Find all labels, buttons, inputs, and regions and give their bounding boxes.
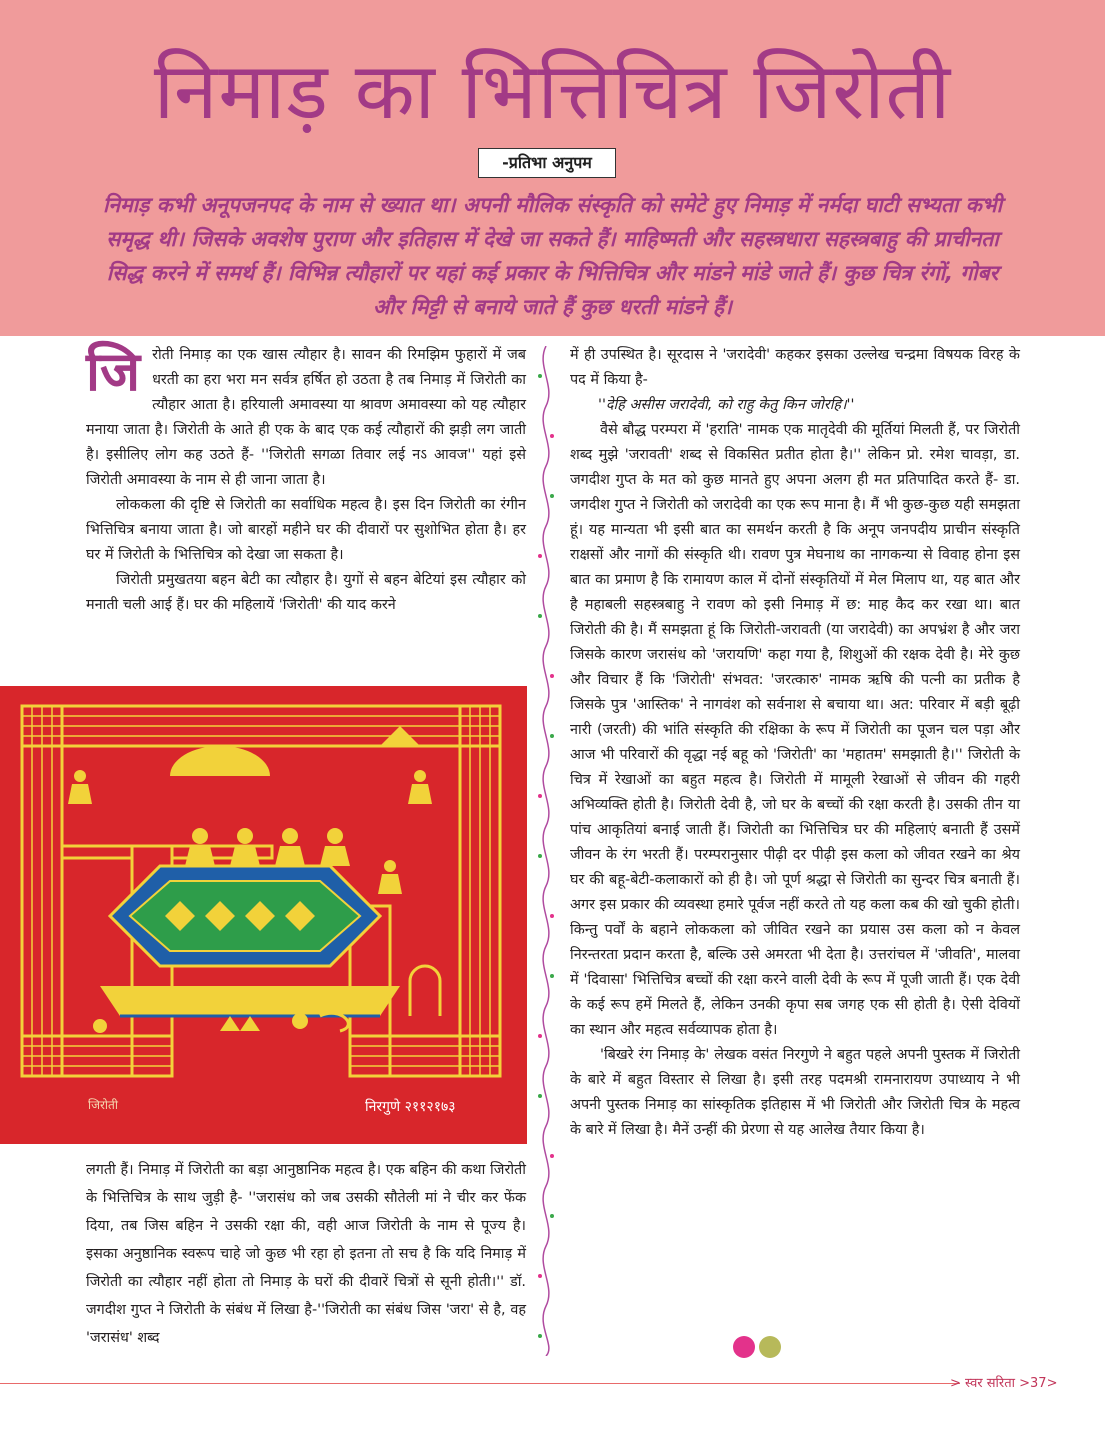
- header-banner: [0, 0, 1105, 336]
- article-intro: निमाड़ कभी अनूपजनपद के नाम से ख्यात था। अपनी मौलिक संस्कृति को समेटे हुए निमाड़ में नर्मदा घाटी सभ्यता कभी समृद्ध थी। जिसके अवशेष पुराण और इतिहास में देखे जा सकते हैं। माहिष्मती और सहस्त्रधारा सहस्त्रबाहु की प्राचीनता सिद्ध करने में समर्थ हैं। विभिन्न त्यौहारों पर यहां कई प्रकार के भित्तिचित्र और मांडने मांडे जाते हैं। कुछ चित्र रंगों, गोबर और मिट्टी से बनाये जाते हैं कुछ धरती मांडने हैं।: [102, 193, 1003, 319]
- right-column: [570, 343, 1020, 1143]
- paragraph: वैसे बौद्ध परम्परा में 'हराति' नामक एक मातृदेवी की मूर्तियां मिलती हैं, पर जिरोती शब्द मुझे 'जरावती' शब्द से विकसित प्रतीत होता है।'' लेकिन प्रो. रमेश चावड़ा, डा. जगदीश गुप्त के मत को कुछ मानते हुए अपना अलग ही मत प्रतिपादित करते हैं- डा. जगदीश गुप्त ने जिरोती को जरादेवी का एक रूप माना है। मैं भी कुछ-कुछ यही समझता हूं। यह मान्यता भी इसी बात का समर्थन करती है कि अनूप जनपदीय प्राचीन संस्कृति राक्षसों और नागों की संस्कृति थी। रावण पुत्र मेघनाथ का नागकन्या से विवाह होना इस बात का प्रमाण है कि रामायण काल में दोनों संस्कृतियों में मेल मिलाप था, यह बात और है महाबली सहस्त्रबाहु ने रावण को इसी निमाड़ में छ: माह कैद कर रखा था। बात जिरोती की है। मैं समझता हूं कि जिरोती-जरावती (या जरादेवी) का अपभ्रंश है और जरा जिसके कारण जरासंध को 'जरायणि' कहा गया है, शिशुओं की रक्षक देवी है। मेरे कुछ और विचार हैं कि 'जिरोती' संभवत: 'जरत्कारु' नामक ऋषि की पत्नी का प्रतीक है जिसके पुत्र 'आस्तिक' ने नागवंश को सर्वनाश से बचाया था। अत: परिवार में बड़ी बूढ़ी नारी (जरती) की भांति संस्कृति की रक्षिका के रूप में जिरोती का पूजन चल पड़ा और आज भी परिवारों की वृद्धा नई बहू को 'जिरोती' का 'महातम' समझाती है।'' जिरोती के चित्र में रेखाओं का बहुत महत्व है। जिरोती में मामूली रेखाओं से जीवन की गहरी अभिव्यक्ति होती है। जिरोती देवी है, जो घर के बच्चों की रक्षा करती है। उसकी तीन या पांच आकृतियां बनाई जाती हैं। जिरोती का भित्तिचित्र घर की महिलाएं बनाती हैं उसमें जीवन के रंग भरती हैं। परम्परानुसार पीढ़ी दर पीढ़ी इस कला को जीवत रखने का श्रेय घर की बहू-बेटी-कलाकारों को ही है। जो पूर्ण श्रद्धा से जिरोती का सुन्दर चित्र बनाती हैं। अगर इस प्रकार की व्यवस्था हमारे पूर्वज नहीं करते तो यह कला कब की खो चुकी होती। किन्तु पर्वों के बहाने लोककला को जीवित रखने का प्रयास उस कला को न केवल निरन्तरता प्रदान करता है, बल्कि उसे अमरता भी देता है। उत्तरांचल में 'जीवति', मालवा में 'दिवासा' भित्तिचित्र बच्चों की रक्षा करने वाली देवी के रूप में पूजी जाती हैं। एक देवी के कई रूप हमें मिलते हैं, लेकिन उनकी कृपा सब जगह एक सी होती है। ऐसी देवियों का स्थान और महत्व सर्वव्यापक होता है।: [570, 422, 1020, 1038]
- paragraph: जिरोती प्रमुखतया बहन बेटी का त्यौहार है। युगों से बहन बेटियां इस त्यौहार को मनाती चली आई हैं। घर की महिलायें 'जिरोती' की याद करने: [86, 572, 526, 613]
- decorative-divider: [536, 346, 556, 1356]
- paragraph: लोककला की दृष्टि से जिरोती का सर्वाधिक महत्व है। इस दिन जिरोती का रंगीन भित्तिचित्र बनाया जाता है। जो बारहों महीने घर की दीवारों पर सुशोभित होता है। हर घर में जिरोती के भित्तिचित्र को देखा जा सकता है।: [86, 497, 526, 563]
- author-byline: -प्रतिभा अनुपम: [478, 148, 616, 178]
- quotation: ''देहि असीस जरादेवी, को राहु केतु किन जोरहि।'': [598, 397, 855, 413]
- jiroti-painting-image: [0, 686, 527, 1144]
- painting-caption: जिरोती: [88, 1098, 118, 1112]
- footer-rule: [0, 1383, 960, 1384]
- paragraph: में ही उपस्थित है। सूरदास ने 'जरादेवी' कहकर इसका उल्लेख चन्द्रमा विषयक विरह के पद में किया है-: [570, 347, 1020, 388]
- paragraph: 'बिखरे रंग निमाड़ के' लेखक वसंत निरगुणे ने बहुत पहले अपनी पुस्तक में जिरोती के बारे में बहुत विस्तार से लिखा है। इसी तरह पदमश्री रामनारायण उपाध्याय ने भी अपनी पुस्तक निमाड़ का सांस्कृतिक इतिहास में भी जिरोती और जिरोती चित्र के महत्व के बारे में लिखा है। मैनें उन्हीं की प्रेरणा से यह आलेख तैयार किया है।: [570, 1047, 1020, 1138]
- left-column: [86, 340, 526, 618]
- article-title: निमाड़ का भित्तिचित्र जिरोती: [153, 47, 952, 137]
- paragraph: रोती निमाड़ का एक खास त्यौहार है। सावन की रिमझिम फुहारों में जब धरती का हरा भरा मन सर्वत्र हर्षित हो उठता है तब निमाड़ में जिरोती का त्यौहार आता है। हरियाली अमावस्या या श्रावण अमावस्या को यह त्यौहार मनाया जाता है। जिरोती के आते ही एक के बाद एक कई त्यौहारों की झड़ी लग जाती है। इसीलिए लोग कह उठते हैं- ''जिरोती सगळा तिवार लई नऽ आवज'' यहां इसे जिरोती अमावस्या के नाम से ही जाना जाता है।: [86, 347, 526, 488]
- drop-cap: जि: [86, 340, 141, 403]
- end-mark-dots-icon: [726, 1331, 796, 1361]
- paragraph: लगती हैं। निमाड़ में जिरोती का बड़ा आनुष्ठानिक महत्व है। एक बहिन की कथा जिरोती के भित्तिचित्र के साथ जुड़ी है- ''जरासंध को जब उसकी सौतेली मां ने चीर कर फेंक दिया, तब जिस बहिन ने उसकी रक्षा की, वही आज जिरोती के नाम से पूज्य है। इसका अनुष्ठानिक स्वरूप चाहे जो कुछ भी रहा हो इतना तो सच है कि यदि निमाड़ में जिरोती का त्यौहार नहीं होता तो निमाड़ के घरों की दीवारें चित्रों से सूनी होती।'' डॉ. जगदीश गुप्त ने जिरोती के संबंध में लिखा है-''जिरोती का संबंध जिस 'जरा' से है, वह 'जरासंध' शब्द: [86, 1162, 526, 1346]
- painting-signature: निरगुणे २११२१७३: [365, 1099, 456, 1115]
- left-column-bottom: [86, 1156, 526, 1352]
- page-footer: > स्वर सरिता >37>: [950, 1376, 1058, 1391]
